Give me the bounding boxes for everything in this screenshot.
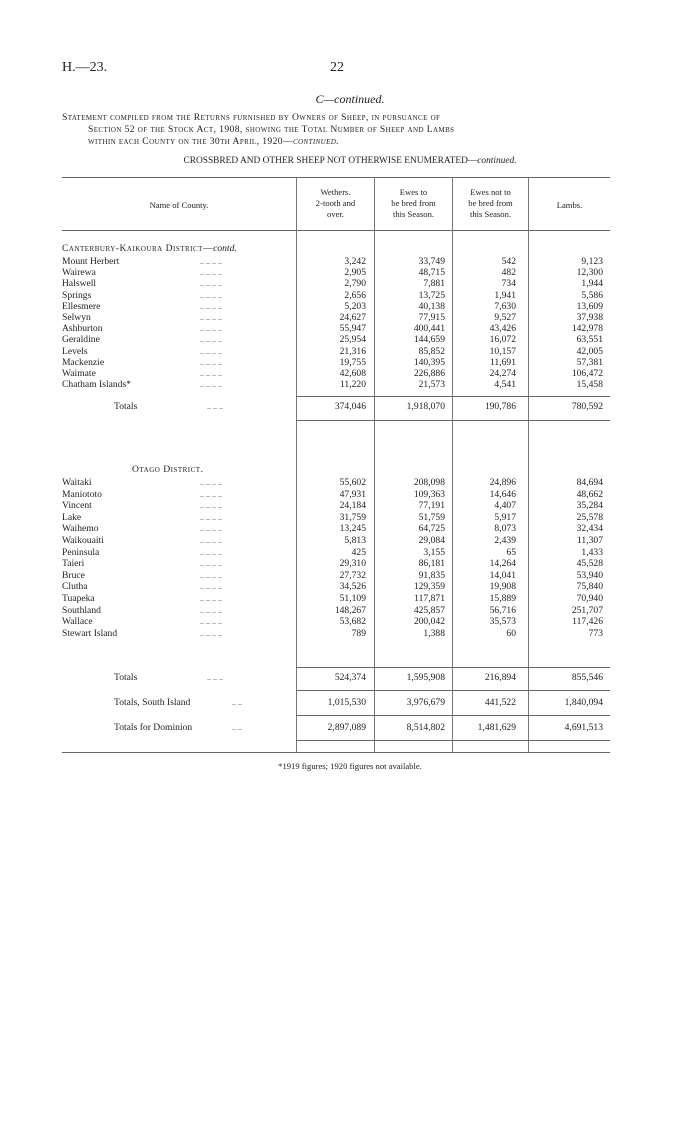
district-heading-contd: contd. [213, 243, 237, 254]
col-header-ewes-not-l2: be bred from [468, 198, 513, 208]
col-header-ewes-bred-l2: be bred from [391, 198, 436, 208]
county-name: Ellesmere [62, 300, 101, 312]
cell-ewes-not: 43,426 [489, 323, 516, 335]
cell-ewes-not: 4,407 [494, 500, 516, 512]
county-name: Selwyn [62, 312, 91, 323]
county-name: Stewart Island [62, 627, 118, 639]
county-name: Wairewa [62, 267, 96, 279]
leader-dots: .. .. .. .. [200, 501, 222, 511]
table-row [62, 570, 610, 582]
leader-dots: .. .. .. .. [200, 524, 222, 534]
cell-lambs: 106,472 [571, 368, 603, 379]
county-name: Geraldine [62, 334, 100, 346]
cell-lambs: 117,426 [572, 616, 603, 628]
table-row [62, 379, 610, 391]
cell-lambs: 15,458 [576, 379, 603, 391]
table-row [62, 605, 610, 617]
cell-lambs: 13,609 [576, 300, 603, 312]
cell-lambs: 48,662 [576, 488, 603, 500]
cell-lambs: 142,978 [571, 323, 603, 335]
cell-ewes: 77,191 [418, 500, 445, 512]
cell-ewes-not: 2,439 [494, 535, 516, 546]
cell-ewes: 3,976,679 [406, 697, 445, 708]
cell-wethers: 2,656 [344, 289, 366, 301]
county-name: Totals for Dominion [114, 722, 193, 733]
cell-ewes: 85,852 [418, 345, 445, 357]
cell-lambs: 63,551 [576, 334, 603, 346]
cell-ewes-not: 216,894 [484, 672, 516, 683]
table-row [62, 278, 610, 290]
cell-wethers: 24,627 [339, 312, 366, 323]
cell-ewes-not: 1,481,629 [477, 722, 516, 733]
cell-wethers: 524,374 [334, 672, 366, 683]
cell-wethers: 3,242 [344, 256, 366, 267]
county-name: Mount Herbert [62, 256, 120, 267]
cell-lambs: 35,284 [576, 500, 603, 512]
cell-ewes: 8,514,802 [406, 722, 445, 733]
col-header-ewes-bred-l1: Ewes to [399, 187, 428, 197]
col-header-wethers-l2: 2-tooth and [315, 198, 356, 208]
table-row [62, 593, 610, 605]
report-code: H.—23. [62, 60, 108, 75]
county-name: Tuapeka [62, 593, 95, 604]
col-header-ewes-bred [375, 187, 452, 220]
leader-dots: .. .. .. .. [200, 313, 222, 322]
cell-wethers: 21,316 [339, 345, 366, 357]
cell-lambs: 53,940 [576, 569, 603, 581]
col-header-wethers-l3: over. [327, 209, 344, 219]
statement-title [62, 112, 622, 148]
table-row [62, 290, 610, 302]
cell-ewes-not: 4,541 [494, 379, 516, 391]
cell-wethers: 11,220 [339, 379, 366, 391]
otago-totals-rule-top [296, 667, 610, 668]
leader-dots: .. .. .. .. [200, 582, 222, 592]
leader-dots: .. .. .. .. [200, 605, 222, 615]
footnote: *1919 figures; 1920 figures not available. [278, 761, 422, 771]
cell-lambs: 70,940 [576, 593, 603, 604]
cell-ewes-not: 441,522 [484, 697, 516, 708]
cell-ewes-not: 14,041 [489, 569, 516, 581]
county-name: Halswell [62, 278, 97, 290]
leader-dots: .. .. .. .. [200, 512, 222, 522]
cell-wethers: 29,310 [339, 558, 366, 570]
table-row [62, 256, 610, 268]
cell-lambs: 37,938 [576, 312, 603, 323]
county-name: Peninsula [62, 546, 100, 558]
cell-ewes: 33,749 [418, 256, 445, 267]
cell-ewes-not: 19,908 [489, 581, 516, 593]
cell-lambs: 1,433 [581, 546, 603, 558]
county-name: Springs [62, 289, 92, 301]
cell-ewes-not: 482 [501, 267, 516, 279]
canterbury-totals-row [62, 401, 610, 413]
county-name: Waihemo [62, 523, 99, 535]
col-header-ewes-not-l1: Ewes not to [470, 187, 511, 197]
cell-ewes-not: 190,786 [484, 401, 516, 412]
cell-lambs: 45,528 [576, 558, 603, 570]
table-row [62, 368, 610, 380]
cell-ewes-not: 10,157 [489, 345, 516, 357]
leader-dots: .. .. .. [207, 402, 223, 411]
cell-lambs: 773 [588, 627, 603, 639]
cell-lambs: 251,707 [571, 604, 603, 616]
col-header-ewes-not-l3: this Season. [469, 209, 512, 219]
cell-ewes: 91,835 [418, 569, 445, 581]
table-row [62, 334, 610, 346]
cell-ewes-not: 542 [501, 256, 516, 267]
cell-ewes: 40,138 [418, 300, 445, 312]
leader-dots: .. .. .. .. [200, 536, 222, 545]
county-name: Waikouaiti [62, 535, 104, 546]
continued-label: C—continued. [315, 92, 385, 106]
canterbury-totals-rule-bottom [296, 420, 610, 421]
table-row [62, 523, 610, 535]
cell-ewes-not: 1,941 [494, 289, 516, 301]
cell-wethers: 1,015,530 [327, 697, 366, 708]
leader-dots: .. .. .. .. [200, 301, 222, 311]
cell-wethers: 34,526 [339, 581, 366, 593]
cell-ewes: 144,659 [413, 334, 445, 346]
leader-dots: .. .. .. .. [200, 380, 222, 390]
cell-ewes: 140,395 [413, 356, 445, 368]
table-row [62, 312, 610, 324]
cell-ewes-not: 11,691 [489, 356, 516, 368]
south-island-rule-bottom [296, 715, 610, 716]
cell-ewes: 3,155 [423, 546, 445, 558]
cell-ewes: 13,725 [418, 289, 445, 301]
cell-ewes: 226,886 [413, 368, 445, 379]
county-name: Totals, South Island [114, 697, 191, 708]
county-name: Vincent [62, 500, 92, 512]
cell-ewes: 208,098 [413, 477, 445, 488]
page-number: 22 [330, 60, 344, 75]
cell-wethers: 51,109 [339, 593, 366, 604]
cell-ewes: 109,363 [413, 488, 445, 500]
col-header-ewes-bred-l3: this Season. [392, 209, 435, 219]
table-row [62, 489, 610, 501]
statement-continued: continued. [292, 136, 340, 147]
canterbury-totals-rule-top [296, 396, 610, 397]
cell-lambs: 32,434 [576, 523, 603, 535]
cell-wethers: 5,203 [344, 300, 366, 312]
leader-dots: .. .. .. .. [200, 594, 222, 603]
cell-wethers: 31,759 [339, 511, 366, 523]
cell-lambs: 4,691,513 [564, 722, 603, 733]
table-bottom-rule [62, 752, 610, 753]
table-row [62, 558, 610, 570]
leader-dots: .. .. .. .. [200, 335, 222, 345]
cell-ewes-not: 16,072 [489, 334, 516, 346]
cell-lambs: 57,381 [576, 356, 603, 368]
cell-lambs: 84,694 [576, 477, 603, 488]
cell-ewes-not: 9,527 [494, 312, 516, 323]
cell-wethers: 19,755 [339, 356, 366, 368]
cell-lambs: 855,546 [571, 672, 603, 683]
table-row [62, 301, 610, 313]
cell-ewes: 86,181 [418, 558, 445, 570]
table-subtitle [0, 156, 700, 166]
otago-totals-row [62, 672, 610, 684]
cell-ewes-not: 734 [501, 278, 516, 290]
statement-line-3-text: within each County on the 30th April, 1920— [88, 136, 293, 147]
district-heading-text: Otago District. [132, 464, 204, 475]
cell-ewes-not: 35,573 [489, 616, 516, 628]
cell-wethers: 24,184 [339, 500, 366, 512]
cell-wethers: 13,245 [339, 523, 366, 535]
table-row [62, 616, 610, 628]
leader-dots: .. .. [232, 723, 242, 732]
table-row [62, 628, 610, 640]
cell-ewes-not: 14,264 [489, 558, 516, 570]
leader-dots: .. .. .. .. [200, 257, 222, 266]
leader-dots: .. .. .. .. [200, 324, 222, 334]
cell-lambs: 11,307 [576, 535, 603, 546]
leader-dots: .. .. .. .. [200, 489, 222, 499]
table-row [62, 346, 610, 358]
county-name: Taieri [62, 558, 85, 570]
leader-dots: .. .. .. .. [200, 570, 222, 580]
cell-wethers: 55,602 [339, 477, 366, 488]
table-row [62, 581, 610, 593]
dominion-totals-row [62, 722, 610, 734]
leader-dots: .. .. .. .. [200, 357, 222, 367]
cell-wethers: 374,046 [334, 401, 366, 412]
leader-dots: .. .. .. .. [200, 547, 222, 557]
col-header-wethers [297, 187, 374, 220]
leader-dots: .. .. [232, 698, 242, 707]
leader-dots: .. .. .. .. [200, 628, 222, 638]
col-header-name: Name of County. [149, 200, 209, 210]
cell-ewes-not: 24,274 [489, 368, 516, 379]
cell-lambs: 1,944 [581, 278, 603, 290]
cell-ewes: 129,359 [413, 581, 445, 593]
county-name: Bruce [62, 569, 85, 581]
county-name: Clutha [62, 581, 88, 593]
cell-ewes: 1,595,908 [406, 672, 445, 683]
leader-dots: .. .. .. [207, 673, 223, 682]
leader-dots: .. .. .. .. [200, 559, 222, 569]
cell-ewes-not: 24,896 [489, 477, 516, 488]
south-island-totals-row [62, 697, 610, 709]
county-name: Ashburton [62, 323, 103, 335]
cell-wethers: 5,813 [344, 535, 366, 546]
county-name: Waimate [62, 368, 96, 379]
cell-lambs: 1,840,094 [564, 697, 603, 708]
table-row [62, 323, 610, 335]
leader-dots: .. .. .. .. [200, 369, 222, 378]
cell-wethers: 2,905 [344, 267, 366, 279]
cell-ewes: 21,573 [418, 379, 445, 391]
cell-ewes: 51,759 [418, 511, 445, 523]
cell-wethers: 425 [351, 546, 366, 558]
cell-lambs: 5,586 [581, 289, 603, 301]
statement-line-1: Statement compiled from the Returns furnished by Owners of Sheep, in pursuance of [62, 112, 441, 123]
cell-ewes: 1,918,070 [406, 401, 445, 412]
cell-lambs: 75,840 [576, 581, 603, 593]
otago-district-heading [62, 464, 610, 476]
statement-line-3 [62, 136, 622, 148]
subtitle-continued: continued. [477, 156, 517, 166]
county-name: Totals [114, 672, 138, 683]
leader-dots: .. .. .. .. [200, 617, 222, 627]
leader-dots: .. .. .. .. [200, 268, 222, 278]
cell-ewes: 7,881 [423, 278, 445, 290]
district-heading-text: Canterbury-Kaikoura District— [62, 243, 214, 254]
cell-ewes: 29,084 [418, 535, 445, 546]
county-name: Levels [62, 345, 88, 357]
canterbury-district-heading [62, 243, 610, 255]
county-name: Southland [62, 604, 101, 616]
county-name: Lake [62, 511, 82, 523]
table-row [62, 547, 610, 559]
leader-dots: .. .. .. .. [200, 478, 222, 487]
leader-dots: .. .. .. .. [200, 290, 222, 300]
table-row [62, 512, 610, 524]
cell-ewes-not: 5,917 [494, 511, 516, 523]
county-name: Maniototo [62, 488, 102, 500]
cell-lambs: 25,578 [576, 511, 603, 523]
cell-ewes-not: 14,646 [489, 488, 516, 500]
county-name: Wallace [62, 616, 93, 628]
col-header-lambs: Lambs. [556, 200, 583, 210]
cell-ewes: 64,725 [418, 523, 445, 535]
cell-wethers: 55,947 [339, 323, 366, 335]
col-header-wethers-l1: Wethers. [320, 187, 351, 197]
cell-ewes: 48,715 [418, 267, 445, 279]
county-name: Totals [114, 401, 138, 412]
cell-wethers: 789 [351, 627, 366, 639]
cell-wethers: 2,790 [344, 278, 366, 290]
cell-ewes-not: 65 [506, 546, 516, 558]
table-row [62, 535, 610, 547]
cell-lambs: 780,592 [571, 401, 603, 412]
cell-ewes: 425,857 [413, 604, 445, 616]
table-row [62, 500, 610, 512]
cell-ewes-not: 56,716 [489, 604, 516, 616]
cell-lambs: 12,300 [576, 267, 603, 279]
cell-ewes-not: 7,630 [494, 300, 516, 312]
table-row [62, 357, 610, 369]
col-header-ewes-not [453, 187, 528, 220]
cell-wethers: 42,608 [339, 368, 366, 379]
table-row [62, 477, 610, 489]
subtitle-main: CROSSBRED AND OTHER SHEEP NOT OTHERWISE ENUMERATED— [183, 156, 478, 166]
cell-ewes: 77,915 [418, 312, 445, 323]
cell-wethers: 53,682 [339, 616, 366, 628]
cell-wethers: 27,732 [339, 569, 366, 581]
cell-ewes: 1,388 [423, 627, 445, 639]
table-row [62, 267, 610, 279]
county-name: Waitaki [62, 477, 92, 488]
cell-lambs: 9,123 [581, 256, 603, 267]
county-name: Mackenzie [62, 356, 105, 368]
cell-wethers: 148,267 [334, 604, 366, 616]
cell-ewes: 400,441 [413, 323, 445, 335]
cell-ewes: 200,042 [413, 616, 445, 628]
cell-ewes-not: 60 [506, 627, 516, 639]
leader-dots: .. .. .. .. [200, 279, 222, 289]
cell-wethers: 25,954 [339, 334, 366, 346]
otago-totals-rule-bottom [296, 690, 610, 691]
dominion-rule-bottom [296, 740, 610, 741]
cell-wethers: 2,897,089 [327, 722, 366, 733]
cell-ewes-not: 15,889 [489, 593, 516, 604]
county-name: Chatham Islands* [62, 379, 132, 391]
cell-wethers: 47,931 [339, 488, 366, 500]
leader-dots: .. .. .. .. [200, 346, 222, 356]
statement-line-2: Section 52 of the Stock Act, 1908, showing the Total Number of Sheep and Lambs [88, 124, 455, 135]
cell-ewes-not: 8,073 [494, 523, 516, 535]
cell-ewes: 117,871 [414, 593, 445, 604]
cell-lambs: 42,005 [576, 345, 603, 357]
